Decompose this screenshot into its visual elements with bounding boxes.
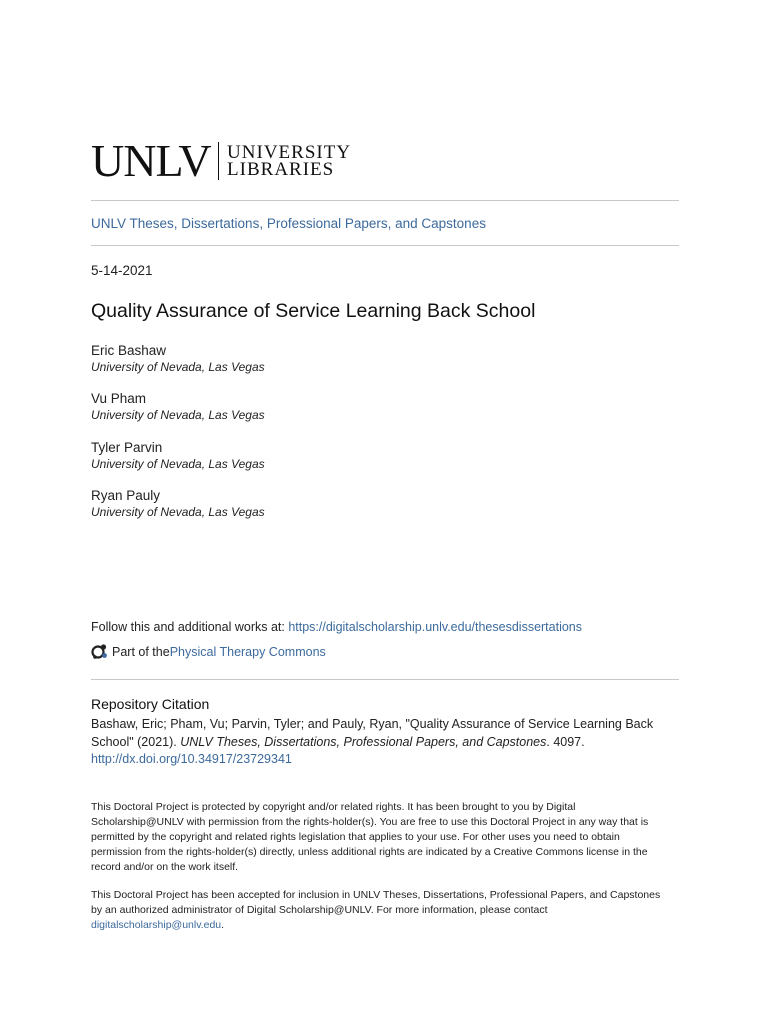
author-affiliation: University of Nevada, Las Vegas — [91, 360, 265, 374]
author-name: Ryan Pauly — [91, 488, 161, 503]
author-name: Vu Pham — [91, 391, 147, 406]
contact-email-link[interactable]: digitalscholarship@unlv.edu — [91, 919, 222, 931]
logo-line-university: UNIVERSITY — [227, 142, 352, 163]
network-icon — [91, 643, 109, 661]
copyright-notice: This Doctoral Project is protected by copyright and/or related rights. It has been brought to you by Digital Scholarship@UNLV with permission from the rights-holder(s). You are free to use this Doctoral Project in any way that is permitted by the copyright and related rights legislation that applies to your use. For other uses you need to obtain permission from the rights-holder(s) directly, unless additional rights are indicated by a Creative Commons license in the record and/or on the work itself. — [91, 801, 649, 873]
citation-text: Bashaw, Eric; Pham, Vu; Parvin, Tyler; and Pauly, Ryan, "Quality Assurance of Service Learning Back School" (2021). — [91, 717, 654, 749]
inclusion-end: . — [221, 919, 225, 931]
author-affiliation: University of Nevada, Las Vegas — [91, 457, 265, 471]
logo-divider — [218, 142, 220, 180]
citation-number: . 4097. — [546, 734, 585, 749]
divider-citation — [91, 679, 679, 680]
logo-libraries-text — [227, 144, 351, 178]
doi-link[interactable]: http://dx.doi.org/10.34917/23729341 — [91, 752, 292, 766]
citation-series: UNLV Theses, Dissertations, Professional Papers, and Capstones — [180, 734, 547, 749]
collection-url-link[interactable]: https://digitalscholarship.unlv.edu/thesesdissertations — [288, 620, 583, 634]
publication-date: 5-14-2021 — [91, 263, 153, 278]
inclusion-notice — [91, 888, 671, 933]
follow-line — [91, 620, 582, 634]
part-of-line — [91, 643, 326, 661]
divider-series — [91, 245, 679, 246]
document-title: Quality Assurance of Service Learning Back School — [91, 300, 536, 322]
series-link[interactable]: UNLV Theses, Dissertations, Professional Papers, and Capstones — [91, 216, 486, 231]
logo-unlv-mark: UNLV — [91, 135, 211, 186]
inclusion-text: This Doctoral Project has been accepted for inclusion in UNLV Theses, Dissertations, Professional Papers, and Capstones by an authorized administrator of Digital Scholarship@UNLV. For more information, please contact — [91, 889, 661, 916]
author-block — [91, 439, 265, 473]
author-block — [91, 342, 265, 376]
author-affiliation: University of Nevada, Las Vegas — [91, 408, 265, 422]
follow-prefix: Follow this and additional works at: — [91, 620, 289, 634]
repository-citation-heading: Repository Citation — [91, 696, 210, 712]
part-of-prefix: Part of the — [112, 645, 170, 659]
author-affiliation: University of Nevada, Las Vegas — [91, 505, 265, 519]
physical-therapy-commons-link[interactable]: Physical Therapy Commons — [169, 645, 326, 659]
unlv-libraries-logo — [91, 135, 352, 186]
author-block — [91, 487, 265, 521]
author-name: Tyler Parvin — [91, 440, 163, 455]
author-name: Eric Bashaw — [91, 343, 167, 358]
repository-citation — [91, 716, 679, 769]
author-block — [91, 390, 265, 424]
logo-line-libraries: LIBRARIES — [227, 159, 335, 180]
divider-top — [91, 200, 679, 201]
